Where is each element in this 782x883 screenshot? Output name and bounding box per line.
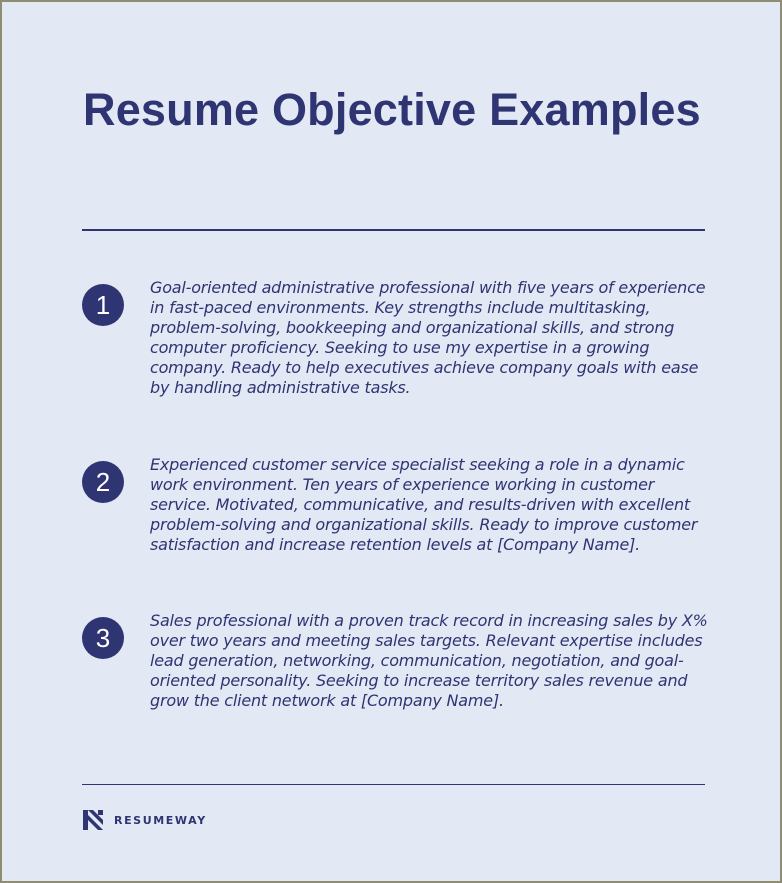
example-text: Sales professional with a proven track record in increasing sales by X% over two years and meeting sales targets. Relevant expertise includes lead generation, networking, communication, negotiation, and goal-oriented personality. Seeking to increase territory sales revenue and grow the client network at [Company Name]. [150, 611, 708, 710]
resume-objective-card [2, 2, 780, 881]
page-title: Resume Objective Examples [83, 84, 701, 135]
number-badge: 2 [82, 461, 124, 503]
brand-name: RESUMEWAY [114, 814, 207, 827]
number-badge: 1 [82, 284, 124, 326]
number-badge: 3 [82, 617, 124, 659]
example-text: Experienced customer service specialist seeking a role in a dynamic work environment. Ten years of experience working in customer service. Motivated, communicative, and results-driven with excellent problem-solving and organizational skills. Ready to improve customer satisfaction and increase retention levels at [Company Name]. [150, 455, 698, 554]
example-text: Goal-oriented administrative professional with five years of experience in fast-paced environments. Key strengths include multitasking, problem-solving, bookkeeping and organizational skills, and strong computer proficiency. Seeking to use my expertise in a growing company. Ready to help executives achieve company goals with ease by handling administrative tasks. [150, 278, 706, 397]
footer-divider [82, 784, 705, 785]
title-divider [82, 229, 705, 231]
resumeway-logo-icon [83, 810, 103, 830]
